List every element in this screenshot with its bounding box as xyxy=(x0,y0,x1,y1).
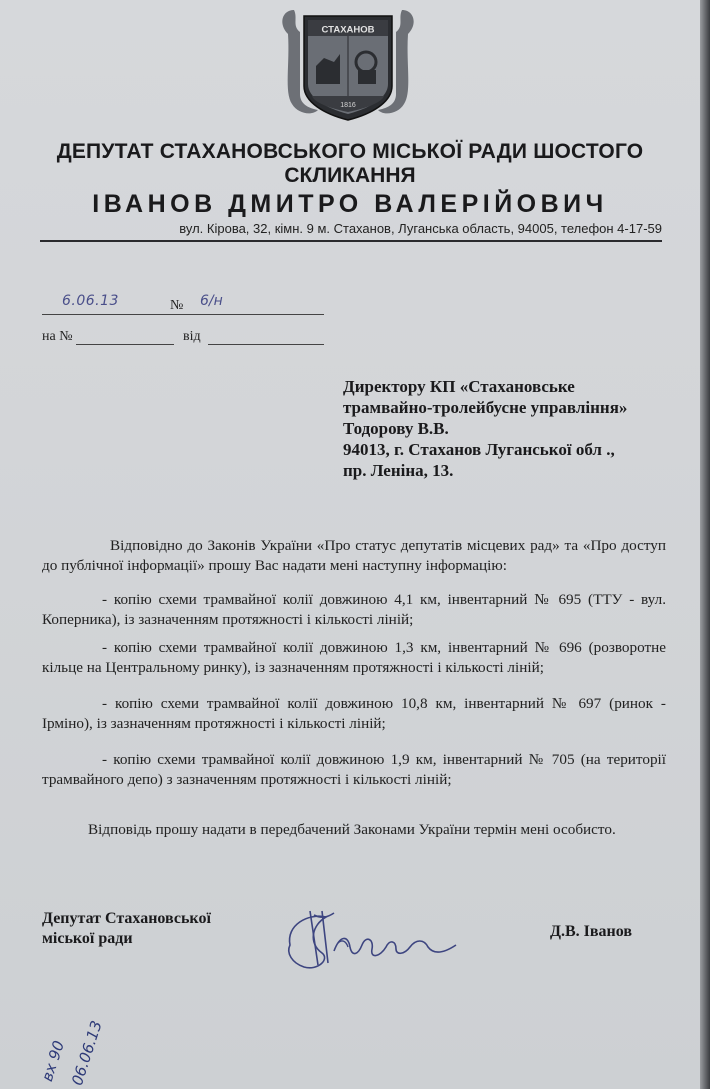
registration-date: 06.06.13 xyxy=(68,1018,106,1088)
letterhead-title-line2: СКЛИКАННЯ xyxy=(284,164,416,187)
addressee-line: Директору КП «Стахановське xyxy=(343,377,575,396)
handwritten-date: 6.06.13 xyxy=(62,293,119,309)
on-number-line xyxy=(76,344,174,345)
signer-name: Д.В. Іванов xyxy=(550,923,633,940)
closing-paragraph: Відповідь прошу надати в передбачений Законами України термін мені особисто. xyxy=(88,821,616,838)
addressee-line: трамвайно-тролейбусне управління» xyxy=(343,398,628,417)
intro-paragraph: Відповідно до Законів України «Про статус депутатів місцевих рад» та «Про доступ до публічної інформації» прошу Вас надати мені наступну інформацію: xyxy=(42,537,666,574)
addressee-line: 94013, г. Стаханов Луганської обл ., xyxy=(343,440,615,459)
letterhead-title-line1: ДЕПУТАТ СТАХАНОВСЬКОГО МІСЬКОЇ РАДИ ШОСТОГО xyxy=(56,140,644,163)
coat-of-arms-emblem xyxy=(278,4,418,124)
svg-text:СТАХАНОВ: СТАХАНОВ xyxy=(321,24,375,36)
registration-number: вх 90 xyxy=(38,1038,68,1084)
on-number-label: на № xyxy=(42,329,73,344)
letterhead-address: вул. Кірова, 32, кімн. 9 м. Стаханов, Луганська область, 94005, телефон 4-17-59 xyxy=(179,221,662,236)
handwritten-number: 6/н xyxy=(200,293,223,309)
request-item: - копію схеми трамвайної колії довжиною 4,1 км, інвентарний № 695 (ТТУ - вул. Коперника), із зазначенням протяжності і кількості ліній; xyxy=(42,591,666,628)
addressee-line: Тодорову В.В. xyxy=(343,419,449,438)
from-line xyxy=(208,344,324,345)
request-item: - копію схеми трамвайної колії довжиною 10,8 км, інвентарний № 697 (ринок - Ірміно), із зазначенням протяжності і кількості ліній; xyxy=(42,695,666,732)
signer-role-line: міської ради xyxy=(42,930,133,947)
page-edge-shadow xyxy=(700,0,710,1089)
from-label: від xyxy=(183,329,201,344)
signer-role-line: Депутат Стахановської xyxy=(42,910,211,927)
request-item: - копію схеми трамвайної колії довжиною 1,3 км, інвентарний № 696 (розворотне кільце на Центральному ринку), із зазначенням протяжності і кількості ліній; xyxy=(42,639,666,676)
addressee-block xyxy=(343,376,683,481)
registration-note xyxy=(30,1000,150,1088)
addressee-line: пр. Леніна, 13. xyxy=(343,461,454,480)
date-number-line xyxy=(42,314,324,315)
signer-role xyxy=(42,909,211,949)
svg-text:1816: 1816 xyxy=(340,102,356,109)
number-label: № xyxy=(170,298,184,313)
handwritten-signature xyxy=(278,895,468,995)
letterhead-name: ІВАНОВ ДМИТРО ВАЛЕРІЙОВИЧ xyxy=(92,190,608,218)
request-item: - копію схеми трамвайної колії довжиною 1,9 км, інвентарний № 705 (на території трамвайного депо) з зазначенням протяжності і кількості ліній; xyxy=(42,751,666,788)
letterhead-divider xyxy=(40,240,662,242)
